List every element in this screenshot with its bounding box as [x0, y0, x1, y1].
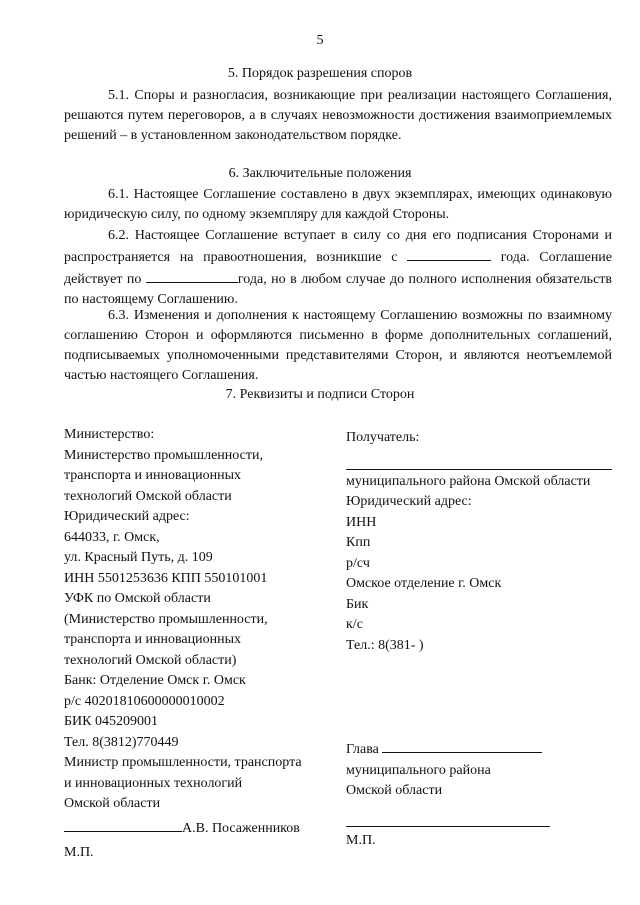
ministry-line: Банк: Отделение Омск г. Омск: [64, 673, 246, 688]
section-5-heading: 5. Порядок разрешения споров: [227, 66, 413, 81]
ministry-line: ул. Красный Путь, д. 109: [64, 550, 213, 565]
paragraph-5-1-text: 5.1. Споры и разногласия, возникающие при реализации настоящего Соглашения, решаются путем переговоров, а в случаях невозможности достижения взаимоприемлемых решений – в установленном законодательством порядке.: [64, 88, 612, 143]
recipient-stamp-label: М.П.: [346, 832, 376, 848]
ministry-line: УФК по Омской области: [64, 591, 211, 606]
head-label: Глава: [346, 742, 379, 757]
ministry-line: технологий Омской области: [64, 488, 232, 504]
date-blank-from: [407, 246, 491, 261]
ministry-line: (Министерство промышленности,: [64, 611, 268, 627]
recipient-line: Омское отделение г. Омск: [346, 576, 502, 591]
paragraph-6-1-text: 6.1. Настоящее Соглашение составлено в двух экземплярах, имеющих одинаковую юридическую силу, по одному экземпляру для каждой Стороны.: [64, 187, 612, 222]
ministry-stamp-label: М.П.: [64, 845, 94, 860]
ministry-line: Министерство:: [64, 427, 155, 442]
signature-line: [346, 808, 550, 827]
ministry-line: БИК 045209001: [64, 714, 158, 729]
paragraph-6-3: [64, 306, 612, 386]
ministry-line: Тел. 8(3812)770449: [64, 734, 179, 750]
recipient-line: к/с: [346, 617, 363, 632]
ministry-line: транспорта и инновационных: [64, 632, 242, 647]
date-blank-until: [146, 268, 238, 283]
recipient-line: Тел.: 8(381- ): [346, 637, 424, 653]
ministry-line: ИНН 5501253636 КПП 550101001: [64, 570, 268, 586]
paragraph-6-2-text-b: года. Соглашение действует по: [64, 250, 613, 287]
head-line: муниципального района: [346, 762, 491, 778]
recipient-line: Юридический адрес:: [346, 494, 472, 509]
paragraph-6-2-text-a: 6.2. Настоящее Соглашение вступает в силу со дня его подписания Сторонами и распространяется на правоотношения, возникшие с: [64, 228, 612, 265]
recipient-line: Кпп: [346, 535, 371, 550]
recipient-line: ИНН: [346, 514, 377, 530]
ministry-line: Юридический адрес:: [64, 509, 190, 524]
section-7-heading: 7. Реквизиты и подписи Сторон: [225, 387, 415, 402]
ministry-signature-row: [64, 817, 334, 840]
paragraph-6-1: [64, 185, 612, 225]
recipient-line: муниципального района Омской области: [346, 473, 591, 489]
ministry-requisites: [64, 425, 334, 864]
recipient-line: р/сч: [346, 555, 370, 571]
paragraph-6-2: [64, 226, 612, 310]
ministry-line: р/с 40201810600000010002: [64, 693, 225, 709]
recipient-title: Получатель:: [346, 430, 420, 445]
head-signature-row: [346, 738, 626, 761]
recipient-name-blank: [346, 449, 612, 470]
recipient-line: Бик: [346, 596, 369, 612]
recipient-requisites: [346, 428, 626, 851]
signature-line: [382, 738, 542, 753]
ministry-line: 644033, г. Омск,: [64, 529, 160, 545]
ministry-line: Омской области: [64, 796, 161, 811]
ministry-signatory-name: А.В. Посаженников: [182, 820, 300, 836]
paragraph-6-3-text: 6.3. Изменения и дополнения к настоящему Соглашению возможны по взаимному соглашению Сторон и оформляются письменно в форме дополнительных соглашений, подписываемых уполномоченными представителями Сторон, и являются неотъемлемой частью настоящего Соглашения.: [64, 308, 612, 383]
page-number: 5: [316, 33, 324, 48]
paragraph-6-2-text-c: года, но в любом случае до полного исполнения обязательств по настоящему Соглашению.: [64, 272, 613, 307]
signature-line: [64, 817, 182, 832]
ministry-line: Министр промышленности, транспорта: [64, 755, 302, 770]
ministry-line: транспорта и инновационных: [64, 468, 242, 483]
ministry-line: Министерство промышленности,: [64, 447, 263, 463]
ministry-line: технологий Омской области): [64, 652, 237, 668]
ministry-line: и инновационных технологий: [64, 775, 243, 791]
section-6-heading: 6. Заключительные положения: [228, 166, 412, 181]
paragraph-5-1: [64, 86, 612, 146]
head-line: Омской области: [346, 783, 443, 798]
